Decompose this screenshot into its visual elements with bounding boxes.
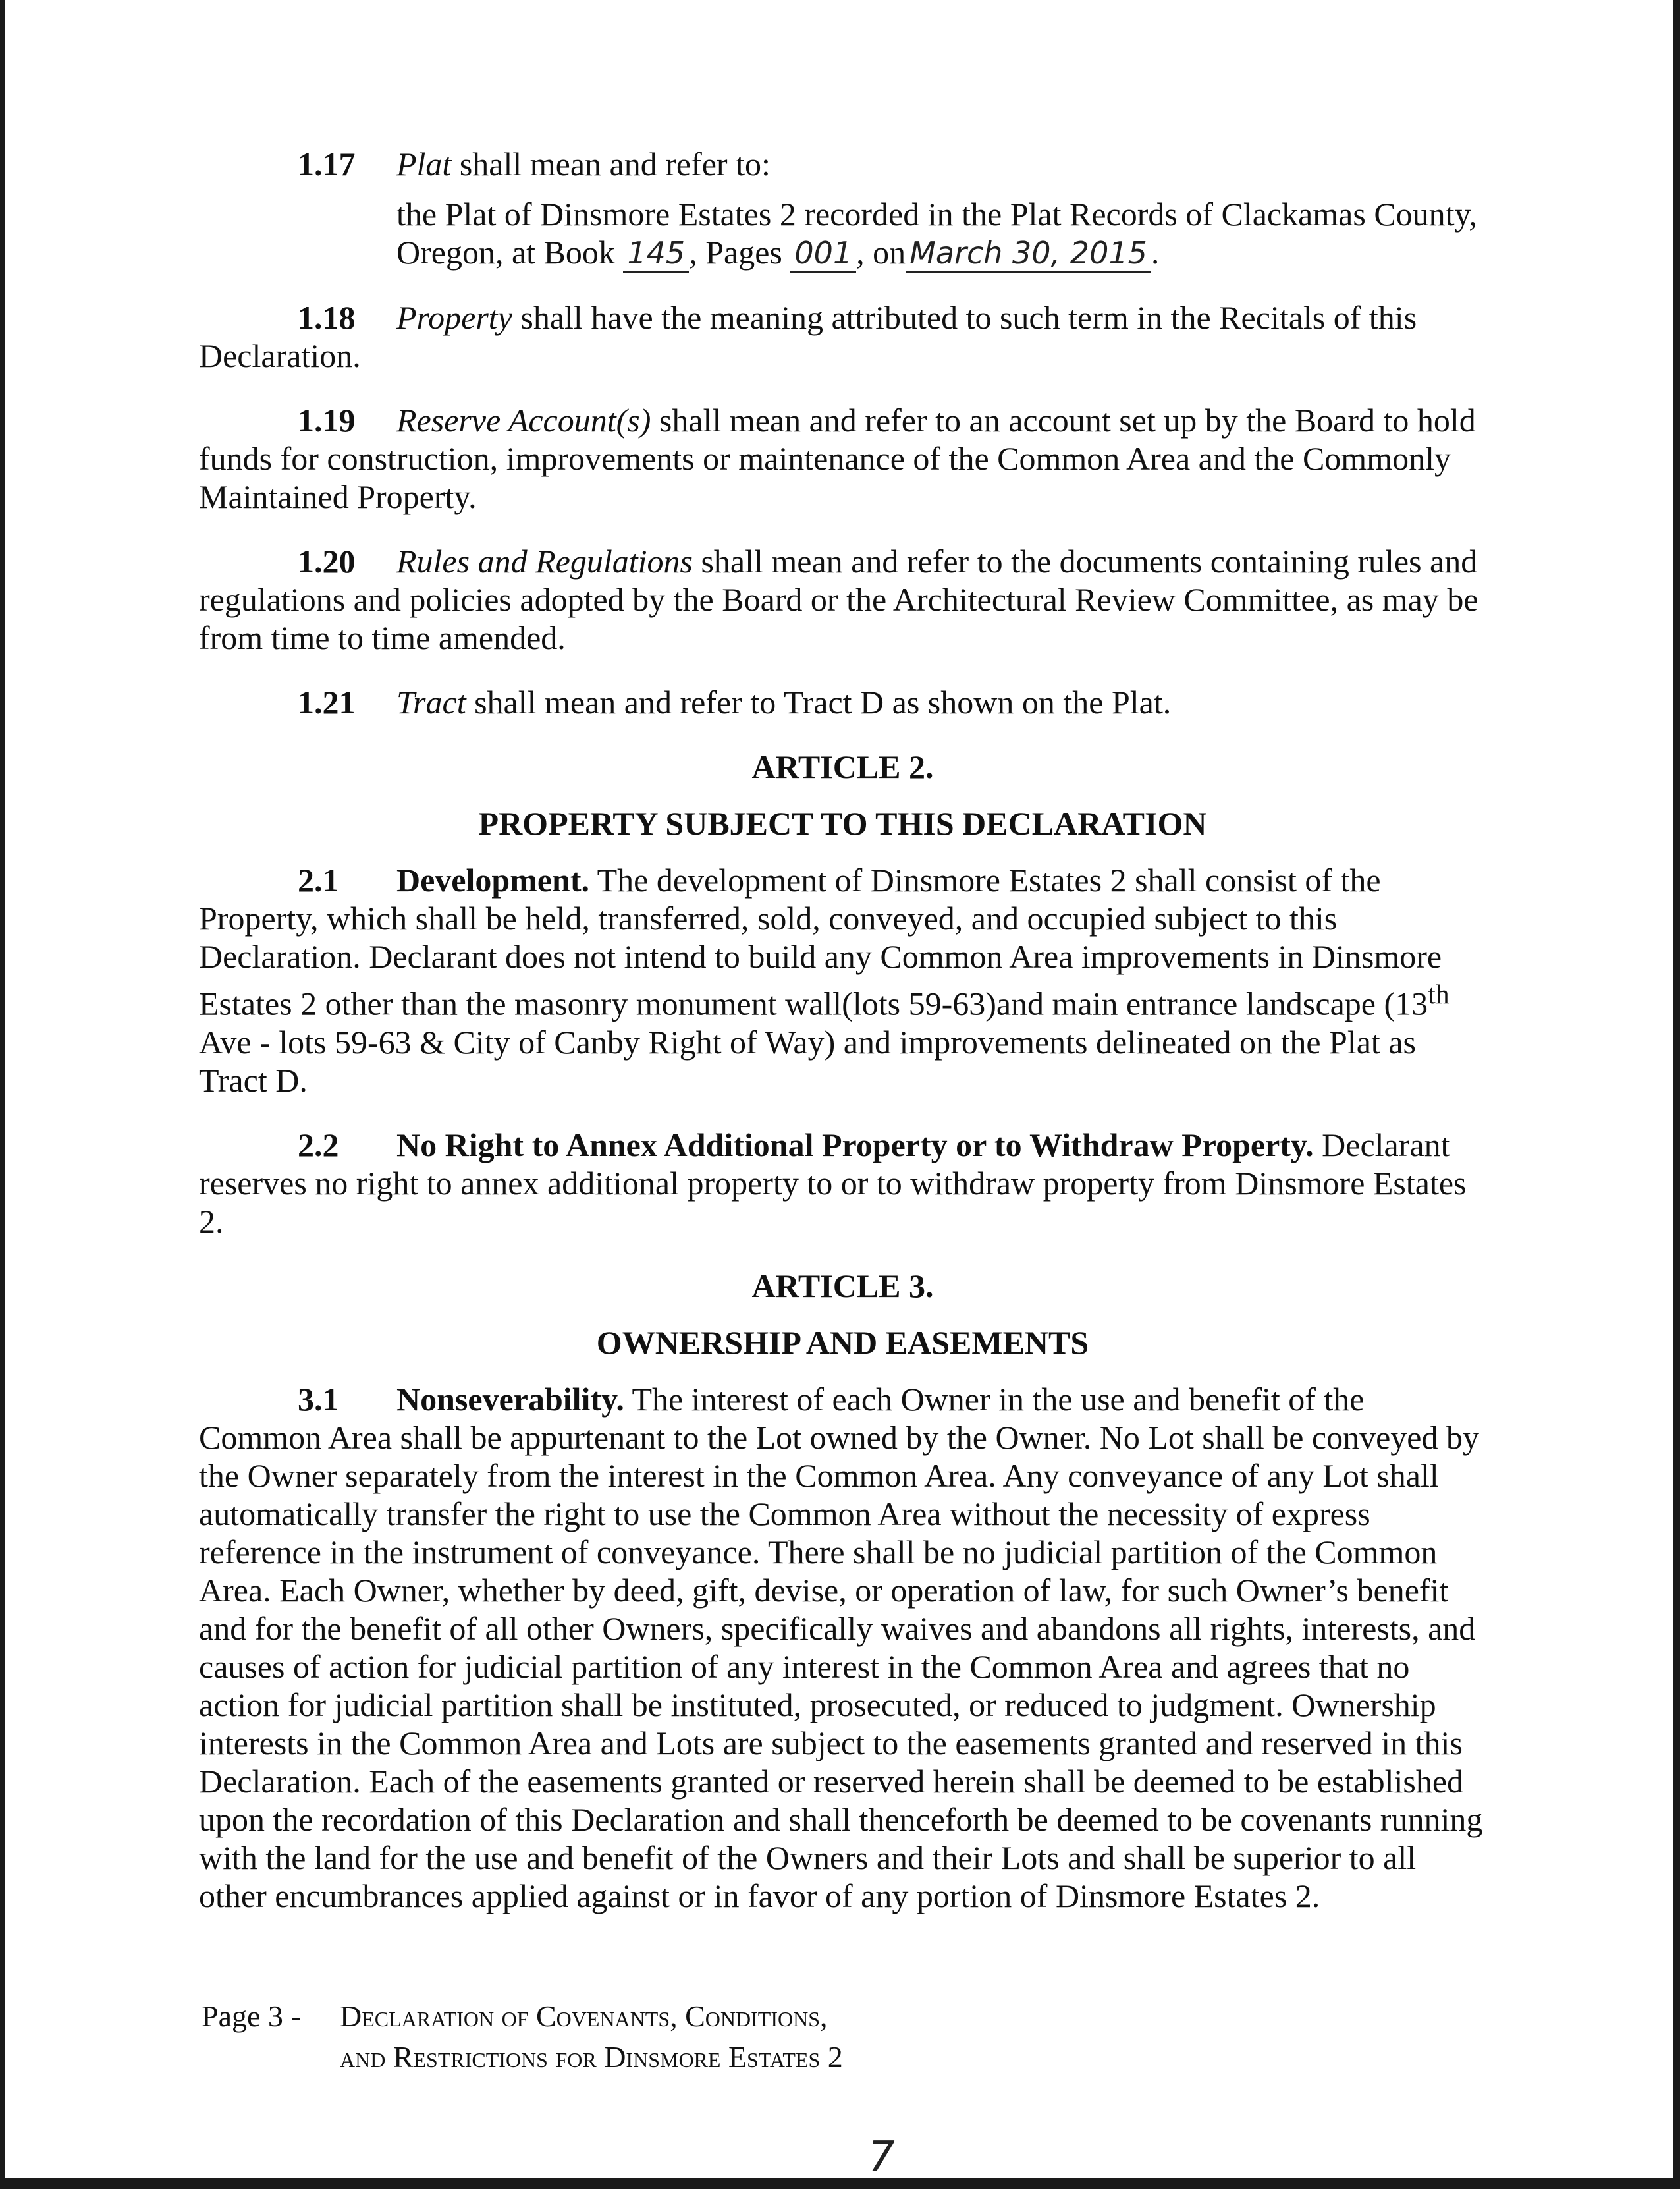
section-text-b: Ave - lots 59-63 & City of Canby Right of Way) and improvements delineated on the Plat as Tract D. — [199, 1023, 1416, 1099]
section-heading: Development. — [396, 862, 589, 899]
handwritten-date: March 30, 2015 — [906, 235, 1151, 273]
section-1-19 — [199, 401, 1486, 516]
plat-text-a: the Plat of Dinsmore Estates 2 recorded in the Plat Records of Clackamas County, — [396, 196, 1477, 233]
section-text: shall mean and refer to the documents containing rules and regulations and policies adopted by the Board or the Architectural Review Committee, as may be from time to time amended. — [199, 543, 1478, 656]
section-text: shall have the meaning attributed to such term in the Recitals of this Declaration. — [199, 299, 1417, 374]
handwritten-pages: 001 — [790, 235, 856, 273]
section-2-2 — [199, 1126, 1486, 1240]
section-text: Declarant reserves no right to annex additional property to or to withdraw property from Dinsmore Estates 2. — [199, 1126, 1467, 1240]
section-number: 1.21 — [298, 684, 356, 721]
section-1-17 — [199, 145, 1486, 183]
superscript-th: th — [1428, 980, 1450, 1010]
section-number: 1.17 — [298, 146, 356, 182]
section-text: shall mean and refer to: — [459, 146, 771, 182]
document-body — [199, 145, 1486, 1915]
section-1-20 — [199, 542, 1486, 657]
handwritten-page-number: 7 — [868, 2133, 895, 2182]
scan-edge-right — [1673, 0, 1680, 2189]
section-number: 2.1 — [298, 862, 339, 899]
footer-title-line1: Declaration of Covenants, Conditions, — [340, 1999, 828, 2033]
page-footer — [202, 1996, 843, 2078]
plat-text-b: Oregon, at Book — [396, 234, 615, 271]
section-3-1 — [199, 1380, 1486, 1915]
section-text: shall mean and refer to an account set up by the Board to hold funds for construction, improvements or maintenance of the Common Area and the Commonly Maintained Property. — [199, 402, 1476, 515]
plat-text-d: , on — [856, 234, 906, 271]
section-text: shall mean and refer to Tract D as shown on the Plat. — [474, 684, 1172, 721]
section-text: The interest of each Owner in the use and benefit of the Common Area shall be appurtenant to the Lot owned by the Owner. No Lot shall be conveyed by the Owner separately from the interest in the Common Area. Any conveyance of any Lot shall automatically transfer the right to use the Common Area without the necessity of express reference in the instrument of conveyance. There shall be no judicial partition of the Common Area. Each Owner, whether by deed, gift, devise, or operation of law, for such Owner’s benefit and for the benefit of all other Owners, specifically waives and abandons all rights, interests, and causes of action for judicial partition of any interest in the Common Area and agrees that no action for judicial partition shall be instituted, prosecuted, or reduced to judgment. Ownership interests in the Common Area and Lots are subject to the easements granted and reserved in this Declaration. Each of the easements granted or reserved herein shall be deemed to be established upon the recordation of this Declaration and shall thenceforth be deemed to be covenants running with the land for the use and benefit of the Owners and their Lots and shall be superior to all other encumbrances applied against or in favor of any portion of Dinsmore Estates 2. — [199, 1380, 1483, 1914]
section-number: 1.20 — [298, 543, 356, 580]
handwritten-book: 145 — [623, 235, 689, 273]
section-heading: Nonseverability. — [396, 1380, 624, 1418]
page-label: Page 3 - — [202, 1999, 301, 2033]
article-2-subtitle: PROPERTY SUBJECT TO THIS DECLARATION — [478, 805, 1207, 842]
section-number: 1.18 — [298, 299, 356, 336]
section-text-a: The development of Dinsmore Estates 2 shall consist of the Property, which shall be held, transferred, sold, conveyed, and occupied subject to this Declaration. Declarant does not intend to build any Common Area improvements in Dinsmore Estates 2 other than the masonry monument wall(lots 59-63)and main entrance landscape (13 — [199, 862, 1442, 1022]
footer-title-line2: and Restrictions for Dinsmore Estates 2 — [340, 2040, 843, 2074]
section-2-1 — [199, 861, 1486, 1099]
plat-reference — [199, 195, 1486, 272]
defined-term: Rules and Regulations — [396, 543, 693, 580]
article-3-subtitle: OWNERSHIP AND EASEMENTS — [596, 1323, 1089, 1361]
article-3-title: ARTICLE 3. — [751, 1267, 934, 1304]
section-1-18 — [199, 298, 1486, 375]
defined-term: Tract — [396, 684, 466, 721]
article-2-title: ARTICLE 2. — [751, 748, 934, 785]
section-number: 1.19 — [298, 402, 356, 439]
plat-text-c: , Pages — [689, 234, 782, 271]
defined-term: Property — [396, 299, 512, 336]
scan-edge-bottom — [0, 2178, 1680, 2189]
plat-text-e: . — [1151, 234, 1160, 271]
defined-term: Plat — [396, 146, 452, 182]
section-heading: No Right to Annex Additional Property or to Withdraw Property. — [396, 1126, 1314, 1163]
section-1-21 — [199, 683, 1486, 721]
section-number: 3.1 — [298, 1380, 339, 1418]
section-number: 2.2 — [298, 1126, 339, 1163]
scan-edge-left — [0, 0, 5, 2189]
defined-term: Reserve Account(s) — [396, 402, 651, 439]
